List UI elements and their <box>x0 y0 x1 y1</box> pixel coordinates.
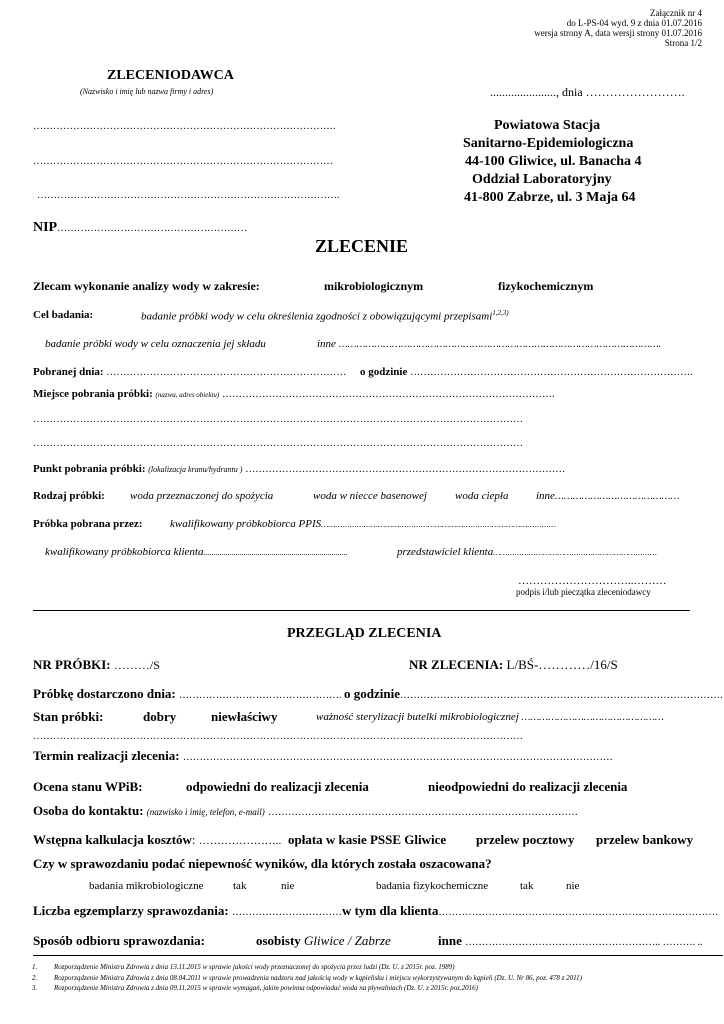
kind-other[interactable] <box>536 490 679 502</box>
place-label: Miejsce pobrania próbki: <box>33 388 153 400</box>
cost-input[interactable]: ………………….. <box>198 835 282 847</box>
point-input[interactable]: …………………………………………………………………………………… <box>245 464 566 475</box>
wpib-unsuitable[interactable]: nieodpowiedni do realizacji zlecenia <box>428 779 628 794</box>
taken-client-qualified-input[interactable]: ........................................................................ <box>203 548 348 557</box>
sample-no-label: NR PRÓBKI: <box>33 657 111 672</box>
delivery-personal-note: Gliwice / Zabrze <box>304 933 391 948</box>
state-sterilization[interactable] <box>316 711 664 723</box>
point-label: Punkt pobrania próbki: <box>33 463 146 475</box>
footnote-3 <box>32 984 478 992</box>
delivery-label: Sposób odbioru sprawozdania: <box>33 933 205 948</box>
pay-postal[interactable]: przelew pocztowy <box>476 832 575 847</box>
date-line[interactable]: ......................, dnia ……………………. <box>490 85 685 99</box>
copies-input[interactable]: …………………………… <box>231 907 342 918</box>
delivered-label: Próbkę dostarczono dnia: <box>33 686 176 701</box>
footnote-2-num: 2. <box>32 974 38 982</box>
client-copies-input[interactable]: ………………………………………………………………………… <box>438 907 719 918</box>
kind-label: Rodzaj próbki: <box>33 490 105 502</box>
cost-label: Wstępna kalkulacja kosztów <box>33 832 192 847</box>
taken-ppis[interactable] <box>170 518 556 530</box>
state-sterilization-input[interactable]: ………………………………………… <box>521 712 664 723</box>
copies-row <box>33 903 718 919</box>
point-row <box>33 463 565 475</box>
footnote-2 <box>32 974 582 982</box>
delivered-date-input[interactable]: …………………………………………. <box>179 690 342 701</box>
footnote-1-text: Rozporządzenie Ministra Zdrowia z dnia 13.11.2015 w sprawie jakości wody przeznaczonej do spożycia przez ludzi (Dz. U. z 2015r. poz. 1989) <box>54 963 455 971</box>
station-line-5: 41-800 Zabrze, ul. 3 Maja 64 <box>464 190 636 205</box>
kind-hot-water[interactable]: woda ciepła <box>455 490 509 502</box>
station-line-2: Sanitarno-Epidemiologiczna <box>463 136 634 151</box>
contact-input[interactable]: ………………………………………………………………………………… <box>268 807 579 818</box>
kind-pool-water[interactable]: woda w niecce basenowej <box>313 490 427 502</box>
attachment-label: Załącznik nr 4 <box>650 8 702 18</box>
micro-no[interactable]: nie <box>281 880 295 892</box>
sample-no-row <box>33 657 160 673</box>
purpose-compliance-text: badanie próbki wody w celu określenia zgodności z obowiązującymi przepisami <box>141 310 493 323</box>
micro-yes[interactable]: tak <box>233 880 247 892</box>
delivery-other-input[interactable]: ………………………………………………….. ………. .. <box>465 937 703 948</box>
sampled-label: Pobranej dnia: <box>33 366 104 378</box>
station-line-4: Oddział Laboratoryjny <box>472 172 612 187</box>
chem-no[interactable]: nie <box>566 880 580 892</box>
kind-drinking-water[interactable]: woda przeznaczonej do spożycia <box>130 490 274 502</box>
doc-ref: do L-PS-04 wyd. 9 z dnia 01.07.2016 <box>566 18 702 28</box>
cost-row <box>33 832 281 848</box>
taken-client-qualified[interactable] <box>45 546 347 558</box>
client-title: ZLECENIODAWCA <box>107 68 234 83</box>
purpose-label: Cel badania: <box>33 309 94 321</box>
taken-ppis-label: kwalifikowany próbkobiorca PPIS <box>170 518 322 530</box>
footnote-3-text: Rozporządzenie Ministra Zdrowia z dnia 09.11.2015 w sprawie wymagań, jakim powinna odpowiadać woda na pływalniach (Dz. U. z 2015r. poz.2016) <box>54 984 478 992</box>
signature-label: podpis i/lub pieczątka zleceniodawcy <box>516 587 651 597</box>
state-sterilization-label: ważność sterylizacji butelki mikrobiologicznej <box>316 711 519 723</box>
delivered-hour-input[interactable]: ……………………………………………………………………………………. <box>399 690 723 701</box>
contact-row <box>33 803 578 819</box>
place-note: (nazwa, adres obiektu) <box>155 391 220 399</box>
purpose-other-input[interactable]: ………………………………………………………………………………………………. <box>338 339 662 350</box>
section-divider <box>33 610 690 611</box>
sample-no-input[interactable]: ………/S <box>113 658 160 672</box>
station-line-3: 44-100 Gliwice, ul. Banacha 4 <box>465 154 642 169</box>
state-bad[interactable]: niewłaściwy <box>211 709 278 724</box>
order-no-label: NR ZLECENIA: <box>409 657 504 672</box>
station-line-1: Powiatowa Stacja <box>494 118 601 133</box>
delivered-hour-row <box>344 686 722 702</box>
scope-label: Zlecam wykonanie analizy wody w zakresie: <box>33 279 260 293</box>
deadline-label: Termin realizacji zlecenia: <box>33 748 180 763</box>
state-line-2[interactable]: ………………………………………………………………………………………………………………………………… <box>33 731 523 742</box>
purpose-composition[interactable]: badanie próbki wody w celu oznaczenia jej składu <box>45 338 266 350</box>
review-title: PRZEGLĄD ZLECENIA <box>287 626 442 641</box>
deadline-row <box>33 748 613 764</box>
kind-other-label: inne <box>536 490 555 502</box>
client-copies-label: w tym dla klienta <box>341 903 439 918</box>
sampled-hour-row <box>360 366 693 378</box>
delivered-row <box>33 686 342 702</box>
delivery-personal-label: osobisty <box>256 933 301 948</box>
scope-physicochemical[interactable]: fizykochemicznym <box>498 279 594 293</box>
client-line-1[interactable]: ………………………………………………………………………………. <box>33 121 336 132</box>
client-line-2[interactable]: ……………………………………………………………………………… <box>33 156 333 167</box>
place-row <box>33 388 555 400</box>
delivery-other[interactable] <box>438 933 703 949</box>
contact-note: (nazwisko i imię, telefon, e-mail) <box>146 807 265 817</box>
taken-client-qualified-label: kwalifikowany próbkobiorca klienta <box>45 546 204 558</box>
place-line-2[interactable]: ………………………………………………………………………………………………………………………………… <box>33 414 523 425</box>
doc-header <box>534 8 702 48</box>
place-input[interactable]: ………………………………………………………………………………………. <box>222 389 555 400</box>
taken-client-representative-input[interactable]: …………………………………………………………… <box>493 548 657 557</box>
scope-microbiological[interactable]: mikrobiologicznym <box>324 279 424 293</box>
sampled-date-input[interactable]: ……………………………………………………………… <box>106 367 347 378</box>
footnote-3-num: 3. <box>32 984 38 992</box>
footnote-2-text: Rozporządzenie Ministra Zdrowia z dnia 08.04.2011 w sprawie prowadzenia nadzoru nad jakością wody w kąpielisku i miejscu wykorzystywanym do kąpieli (Dz. U. Nr 86, poz. 478 z 2011) <box>54 974 582 982</box>
state-good[interactable]: dobry <box>143 709 177 724</box>
station-address <box>438 117 678 207</box>
state-label: Stan próbki: <box>33 709 104 724</box>
page-number: Strona 1/2 <box>664 38 702 48</box>
sampled-hour-label: o godzinie <box>360 366 408 378</box>
deadline-input[interactable]: ………………………………………………………………………………………………………………… <box>182 752 613 763</box>
purpose-other[interactable] <box>317 338 661 350</box>
nip-row <box>33 218 247 236</box>
place-line-3[interactable]: ………………………………………………………………………………………………………………………………… <box>33 438 523 449</box>
chem-label: badania fizykochemiczne <box>376 880 489 892</box>
client-line-3[interactable]: ………………………………………………………………………………. <box>37 190 340 201</box>
purpose-other-label: inne <box>317 338 336 350</box>
contact-label: Osoba do kontaktu: <box>33 803 144 818</box>
signature-line[interactable]: …………………………..……… <box>518 575 667 587</box>
sampled-row <box>33 366 346 378</box>
wpib-label: Ocena stanu WPiB: <box>33 779 143 794</box>
pay-bank[interactable]: przelew bankowy <box>596 832 694 847</box>
taken-label: Próbka pobrana przez: <box>33 518 143 530</box>
sampled-hour-input[interactable]: …………………………………………………………………………. <box>410 367 693 378</box>
purpose-compliance[interactable] <box>141 309 509 323</box>
copies-label: Liczba egzemplarzy sprawozdania: <box>33 903 229 918</box>
footnote-1 <box>32 963 455 971</box>
footnote-1-num: 1. <box>32 963 38 971</box>
point-note: (lokalizacja kranu/hydrantu ) <box>148 465 243 474</box>
taken-ppis-input[interactable]: ……………………………………………………………………………………… <box>321 520 556 529</box>
micro-label: badania mikrobiologiczne <box>89 880 204 892</box>
version-info: wersja strony A, data wersji strony 01.07.2016 <box>534 28 702 38</box>
chem-yes[interactable]: tak <box>520 880 534 892</box>
order-no-row <box>409 657 618 673</box>
footnote-divider <box>33 955 723 956</box>
kind-other-input[interactable]: …………………………………… <box>554 491 680 502</box>
nip-label: NIP <box>33 220 58 235</box>
cost-colon: : <box>191 832 196 847</box>
delivery-other-label: inne <box>438 933 462 948</box>
pay-cash[interactable]: opłata w kasie PSSE Gliwice <box>288 832 447 847</box>
nip-input[interactable]: ………………………………………………… <box>57 223 248 234</box>
delivery-personal[interactable] <box>256 933 391 949</box>
taken-client-representative[interactable] <box>397 546 657 558</box>
purpose-footnote-ref: 1,2,3) <box>492 309 509 317</box>
delivered-hour-label: o godzinie <box>344 686 400 701</box>
taken-client-representative-label: przedstawiciel klienta <box>397 546 494 558</box>
order-no-input[interactable]: L/BŚ-…………/16/S <box>506 657 618 672</box>
client-subtitle: (Nazwisko i imię lub nazwa firmy i adres) <box>80 87 214 96</box>
uncertainty-question: Czy w sprawozdaniu podać niepewność wyników, dla których została oszacowana? <box>33 856 492 871</box>
wpib-suitable[interactable]: odpowiedni do realizacji zlecenia <box>186 779 369 794</box>
order-title: ZLECENIE <box>315 236 409 256</box>
